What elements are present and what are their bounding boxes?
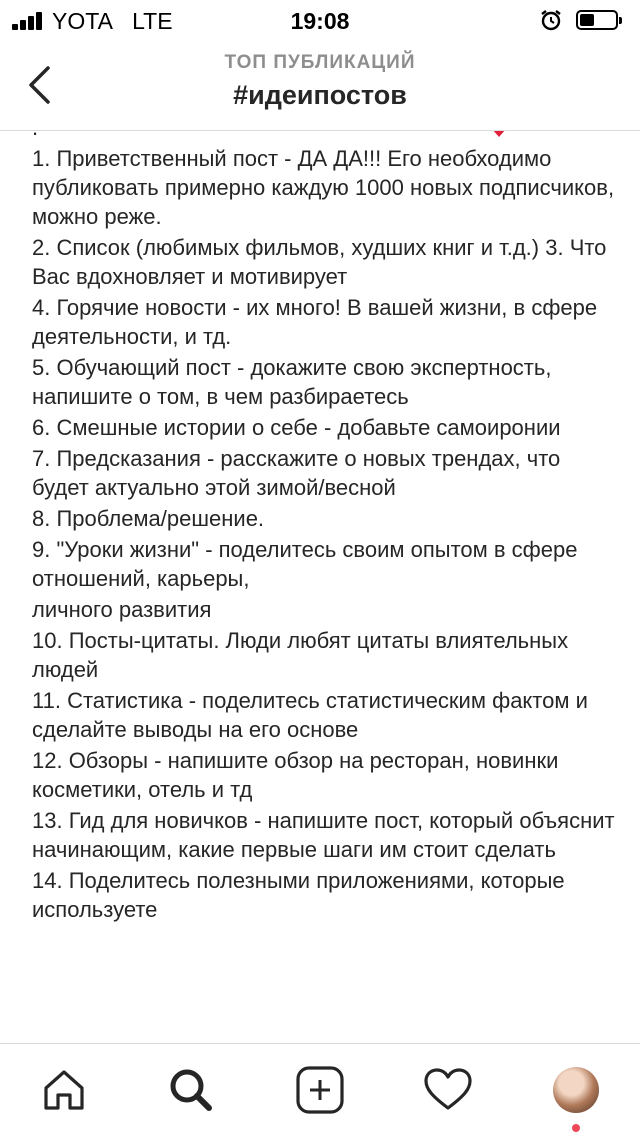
caption-line: 11. Статистика - поделитесь статистическим фактом и сделайте выводы на его основе (32, 688, 588, 742)
caption-line: 13. Гид для новичков - напишите пост, который объяснит начинающим, какие первые шаги им стоит сделать (32, 808, 615, 862)
caption-line: 7. Предсказания - расскажите о новых трендах, что будет актуально этой зимой/весной (32, 446, 561, 500)
add-post-icon[interactable] (292, 1062, 348, 1118)
carrier-name: YOTA (52, 8, 113, 34)
caption-line: 14. Поделитесь полезными приложениями, которые используете (32, 868, 565, 922)
caption-line: 4. Горячие новости - их много! В вашей жизни, в сфере деятельности, и тд. (32, 295, 598, 349)
caption-line: 10. Посты-цитаты. Люди любят цитаты влиятельных людей (32, 628, 569, 682)
alarm-icon (540, 9, 562, 31)
search-icon[interactable] (163, 1062, 219, 1118)
home-icon[interactable] (36, 1062, 92, 1118)
status-time: 19:08 (290, 8, 350, 34)
caption-line: 9. "Уроки жизни" - поделитесь своим опытом в сфере отношений, карьеры, (32, 537, 578, 591)
caption-line: 12. Обзоры - напишите обзор на ресторан, новинки косметики, отель и тд (32, 748, 559, 802)
post-caption-area (0, 131, 640, 1043)
header-title: #идеипостов (233, 80, 407, 110)
post-caption-text (32, 113, 622, 926)
caption-line: 8. Проблема/решение. (32, 506, 265, 531)
caption-line: личного развития (32, 597, 212, 622)
notification-dot (572, 1124, 580, 1132)
bottom-tab-bar (0, 1043, 640, 1137)
caption-line: 1. Приветственный пост - ДА ДА!!! Его необходимо публиковать примерно каждую 1000 новых подписчиков, можно реже. (32, 146, 615, 229)
caption-line: 6. Смешные истории о себе - добавьте самоиронии (32, 415, 561, 440)
battery-icon (576, 10, 618, 30)
nav-header (0, 40, 640, 131)
caption-line: 2. Список (любимых фильмов, худших книг и т.д.) 3. Что Вас вдохновляет и мотивирует (32, 235, 607, 289)
profile-avatar[interactable] (553, 1067, 599, 1113)
network-type: LTE (132, 8, 173, 34)
activity-heart-icon[interactable] (420, 1062, 476, 1118)
caption-line: 5. Обучающий пост - докажите свою экспертность, напишите о том, в чем разбираетесь (32, 355, 552, 409)
header-subtitle: ТОП ПУБЛИКАЦИЙ (224, 52, 416, 73)
status-bar (0, 0, 640, 40)
